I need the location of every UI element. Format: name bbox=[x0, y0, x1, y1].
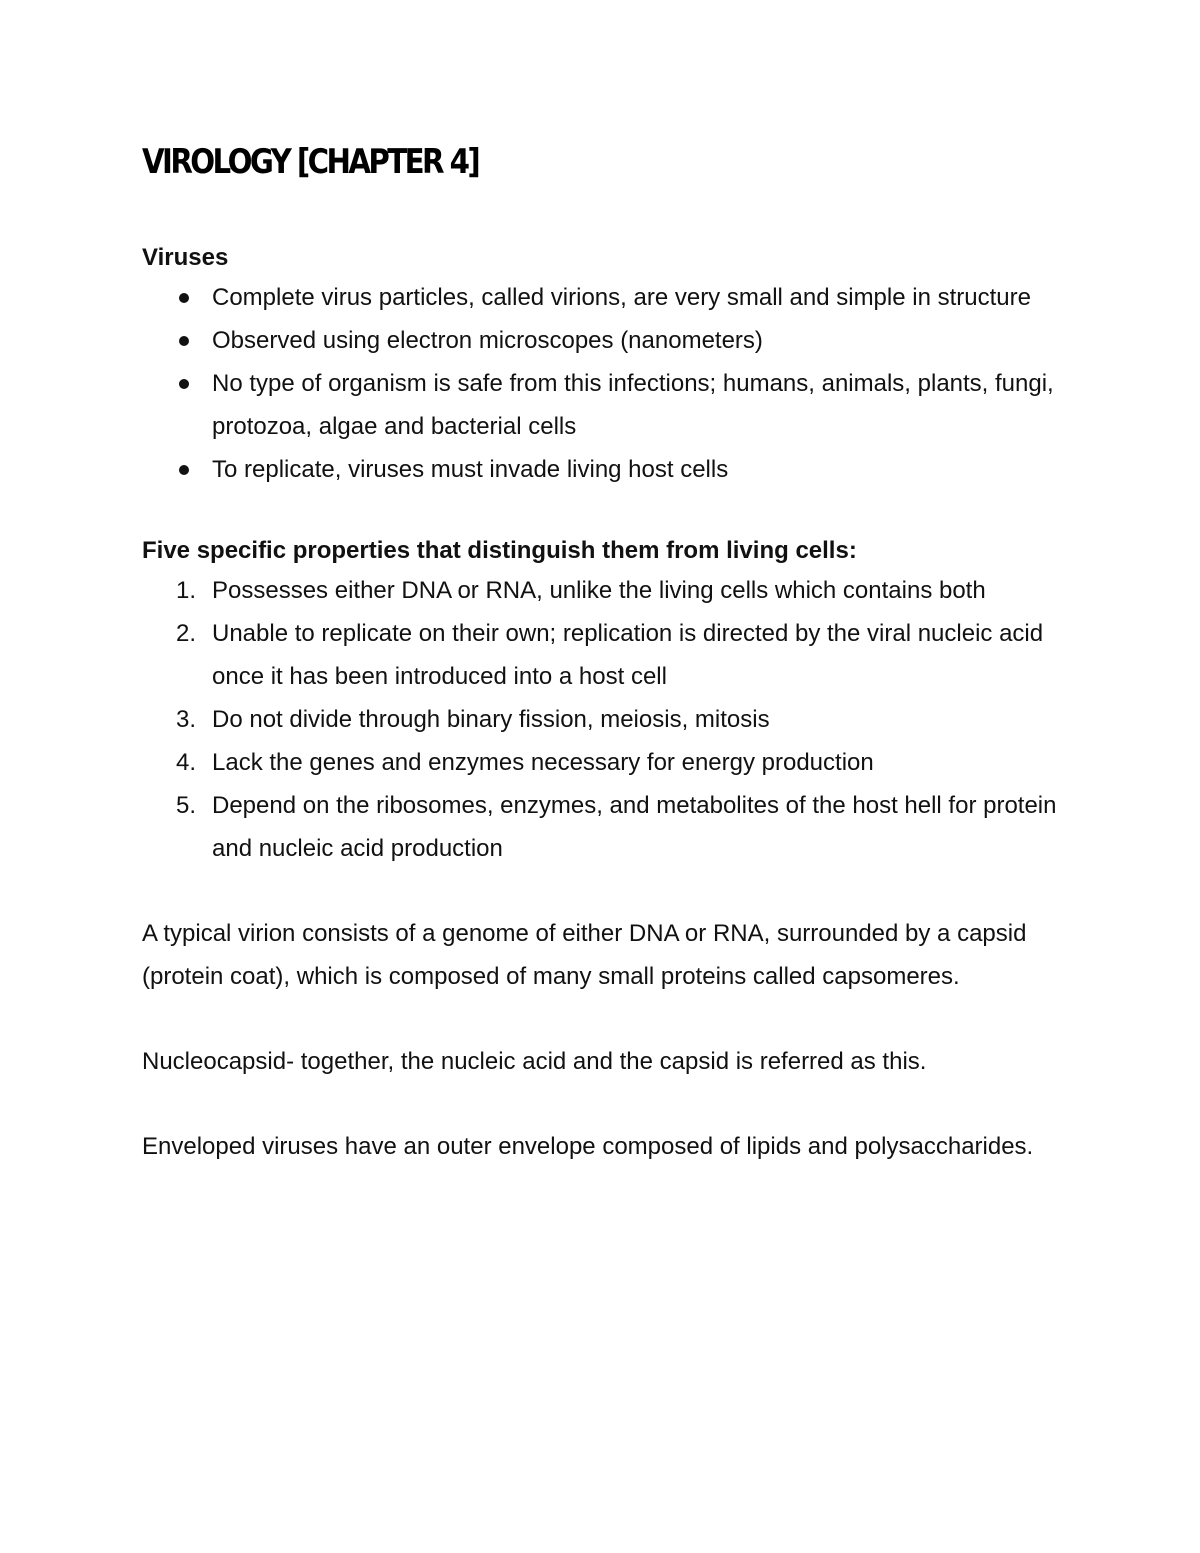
list-item-text: Depend on the ribosomes, enzymes, and metabolites of the host hell for protein and nucleic acid production bbox=[212, 792, 1057, 862]
list-item bbox=[142, 784, 1072, 870]
viruses-bullet-list bbox=[142, 276, 1072, 491]
nucleocapsid-paragraph: Nucleocapsid- together, the nucleic acid and the capsid is referred as this. bbox=[142, 1048, 927, 1075]
list-item-number: 3. bbox=[176, 706, 197, 733]
spacer bbox=[142, 870, 1072, 912]
list-item-text: Unable to replicate on their own; replication is directed by the viral nucleic acid once it has been introduced into a host cell bbox=[212, 620, 1044, 690]
list-item-text: Complete virus particles, called virions, are very small and simple in structure bbox=[212, 284, 1031, 311]
enveloped-paragraph: Enveloped viruses have an outer envelope composed of lipids and polysaccharides. bbox=[142, 1133, 1034, 1160]
list-item-number: 5. bbox=[176, 792, 197, 819]
spacer bbox=[142, 998, 1072, 1040]
list-item-text: No type of organism is safe from this infections; humans, animals, plants, fungi, protozoa, algae and bacterial cells bbox=[212, 370, 1054, 440]
document-title: VIROLOGY [CHAPTER 4] bbox=[142, 142, 479, 182]
bullet-icon bbox=[179, 465, 189, 475]
list-item bbox=[142, 276, 1072, 319]
bullet-icon bbox=[179, 336, 189, 346]
bullet-icon bbox=[179, 293, 189, 303]
list-item bbox=[142, 741, 1072, 784]
virion-paragraph: A typical virion consists of a genome of either DNA or RNA, surrounded by a capsid (protein coat), which is composed of many small proteins called capsomeres. bbox=[142, 920, 1027, 990]
list-item-number: 4. bbox=[176, 749, 197, 776]
list-item-text: To replicate, viruses must invade living host cells bbox=[212, 456, 729, 483]
list-item-number: 1. bbox=[176, 577, 197, 604]
list-item-text: Do not divide through binary fission, meiosis, mitosis bbox=[212, 706, 770, 733]
list-item bbox=[142, 698, 1072, 741]
properties-heading: Five specific properties that distinguish them from living cells: bbox=[142, 537, 857, 564]
list-item bbox=[142, 569, 1072, 612]
list-item-text: Observed using electron microscopes (nanometers) bbox=[212, 327, 763, 354]
document-body bbox=[142, 240, 1072, 1168]
list-item bbox=[142, 362, 1072, 448]
list-item bbox=[142, 448, 1072, 491]
properties-numbered-list bbox=[142, 569, 1072, 870]
spacer bbox=[142, 1083, 1072, 1125]
list-item-number: 2. bbox=[176, 620, 197, 647]
bullet-icon bbox=[179, 379, 189, 389]
list-item-text: Lack the genes and enzymes necessary for energy production bbox=[212, 749, 874, 776]
list-item-text: Possesses either DNA or RNA, unlike the living cells which contains both bbox=[212, 577, 986, 604]
spacer bbox=[142, 491, 1072, 533]
list-item bbox=[142, 319, 1072, 362]
list-item bbox=[142, 612, 1072, 698]
viruses-heading: Viruses bbox=[142, 244, 229, 271]
